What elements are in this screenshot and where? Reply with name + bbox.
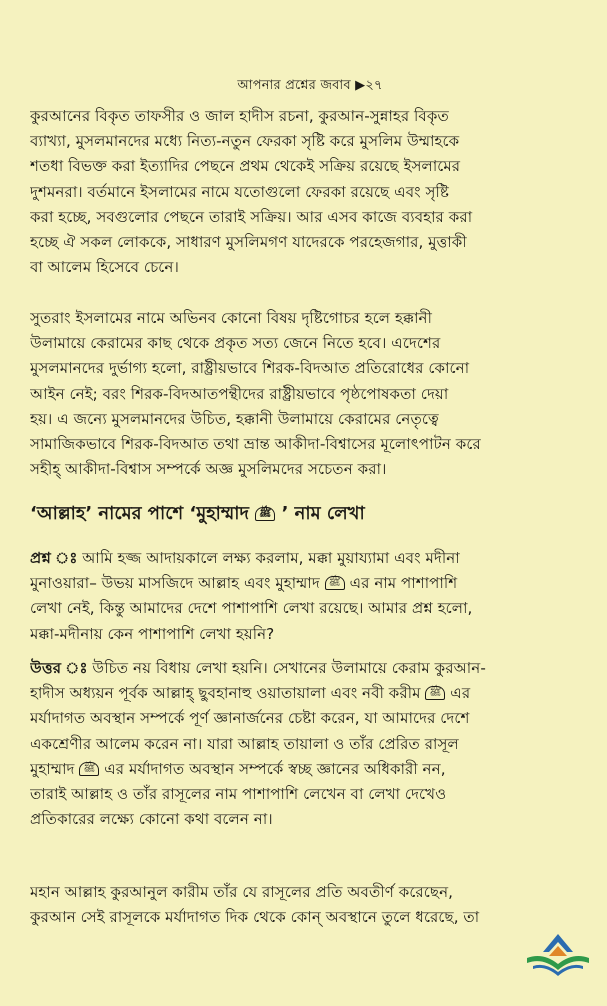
text-line: তারাই আল্লাহ ও তাঁর রাসূলের নাম পাশাপাশি লেখেন বা লেখা দেখেও bbox=[30, 785, 447, 804]
section-heading bbox=[30, 500, 590, 528]
text-span: মুহাম্মাদ bbox=[30, 759, 75, 778]
text-line: সামাজিকভাবে শিরক-বিদআত তথা ভ্রান্ত আকীদা-বিশ্বাসের মূলোৎপাটন করে bbox=[30, 435, 481, 454]
text-line bbox=[30, 571, 590, 596]
text-line: সহীহ্ আকীদা-বিশ্বাস সম্পর্কে অজ্ঞ মুসলিমদের সচেতন করা। bbox=[30, 460, 387, 479]
paragraph-1 bbox=[30, 104, 590, 280]
text-line bbox=[30, 546, 590, 571]
text-line bbox=[30, 681, 590, 706]
text-span: হাদীস অধ্যয়ন পূর্বক আল্লাহ্ ছুবহানাহু ওয়াতায়ালা এবং নবী করীম bbox=[30, 684, 421, 703]
paragraph-last bbox=[30, 880, 590, 930]
text-span: এর নাম পাশাপাশি bbox=[349, 574, 458, 593]
text-line bbox=[30, 757, 590, 782]
text-line: আইন নেই; বরং শিরক-বিদআতপন্থীদের রাষ্ট্রীয়ভাবে পৃষ্ঠপোষকতা দেয়া bbox=[30, 384, 449, 403]
heading-text: ’ নাম লেখা bbox=[281, 503, 365, 524]
text-span: উচিত নয় বিধায় লেখা হয়নি। সেখানের উলামায়ে কেরাম কুরআন- bbox=[92, 659, 486, 677]
publisher-logo-icon bbox=[523, 930, 593, 978]
text-line: ব্যাখ্যা, মুসলমানদের মধ্যে নিত্য-নতুন ফেরকা সৃষ্টি করে মুসলিম উম্মাহকে bbox=[30, 132, 460, 151]
text-line: মর্যাদাগত অবস্থান সম্পর্কে পূর্ণ জ্ঞানার্জনের চেষ্টা করেন, যা আমাদের দেশে bbox=[30, 709, 470, 728]
question-label: প্রশ্ন ঃ bbox=[30, 549, 78, 567]
running-head: আপনার প্রশ্নের জবাব ▶২৭ bbox=[237, 78, 383, 93]
text-line: প্রতিকারের লক্ষ্যে কোনো কথা বলেন না। bbox=[30, 810, 273, 829]
text-line bbox=[30, 656, 590, 681]
book-page bbox=[30, 0, 590, 1006]
text-line: বা আলেম হিসেবে চেনে। bbox=[30, 258, 179, 277]
question-paragraph bbox=[30, 546, 590, 647]
paragraph-2 bbox=[30, 306, 590, 482]
text-line: লেখা নেই, কিন্তু আমাদের দেশে পাশাপাশি লেখা রয়েছে। আমার প্রশ্ন হলো, bbox=[30, 599, 473, 618]
text-line: কুরআন সেই রাসূলকে মর্যাদাগত দিক থেকে কোন্ অবস্থানে তুলে ধরেছে, তা bbox=[30, 908, 480, 927]
text-span: এর bbox=[450, 684, 471, 703]
text-line: মক্কা-মদীনায় কেন পাশাপাশি লেখা হয়নি? bbox=[30, 624, 275, 643]
text-line: হচ্ছে ঐ সকল লোককে, সাধারণ মুসলিমগণ যাদেরকে পরহেজগার, মুত্তাকী bbox=[30, 233, 467, 252]
salla-mark-icon: ﷺ bbox=[325, 576, 345, 590]
answer-paragraph bbox=[30, 656, 590, 832]
text-span: এর মর্যাদাগত অবস্থান সম্পর্কে স্বচ্ছ জ্ঞানের অধিকারী নন, bbox=[104, 759, 446, 778]
salla-mark-icon: ﷺ bbox=[255, 507, 275, 521]
text-line: করা হচ্ছে, সবগুলোর পেছনে তারাই সক্রিয়। আর এসব কাজে ব্যবহার করা bbox=[30, 207, 473, 226]
text-line: উলামায়ে কেরামের কাছ থেকে প্রকৃত সত্য জেনে নিতে হবে। এদেশের bbox=[30, 334, 441, 353]
text-line: মহান আল্লাহ কুরআনুল কারীম তাঁর যে রাসূলের প্রতি অবতীর্ণ করেছেন, bbox=[30, 883, 453, 901]
text-line: একশ্রেণীর আলেম করেন না। যারা আল্লাহ তায়ালা ও তাঁর প্রেরিত রাসূল bbox=[30, 734, 459, 753]
text-line: মুসলমানদের দুর্ভাগ্য হলো, রাষ্ট্রীয়ভাবে শিরক-বিদআত প্রতিরোধের কোনো bbox=[30, 359, 470, 378]
salla-mark-icon: ﷺ bbox=[425, 686, 445, 700]
text-line: শতধা বিভক্ত করা ইত্যাদির পেছনে প্রথম থেকেই সক্রিয় রয়েছে ইসলামের bbox=[30, 157, 461, 176]
text-line: দুশমনরা। বর্তমানে ইসলামের নামে যতোগুলো ফেরকা রয়েছে এবং সৃষ্টি bbox=[30, 182, 449, 201]
text-line: সুতরাং ইসলামের নামে অভিনব কোনো বিষয় দৃষ্টিগোচর হলে হক্কানী bbox=[30, 309, 432, 327]
text-span: আমি হজ্জ আদায়কালে লক্ষ্য করলাম, মক্কা মুয়ায্যামা এবং মদীনা bbox=[82, 549, 460, 567]
answer-label: উত্তর ঃ bbox=[30, 659, 88, 677]
heading-text: ‘আল্লাহ’ নামের পাশে ‘মুহাম্মাদ bbox=[30, 503, 249, 524]
text-line: হয়। এ জন্যে মুসলমানদের উচিত, হক্কানী উলামায়ে কেরামের নেতৃত্বে bbox=[30, 409, 439, 428]
text-line: কুরআনের বিকৃত তাফসীর ও জাল হাদীস রচনা, কুরআন-সুন্নাহর বিকৃত bbox=[30, 107, 449, 125]
salla-mark-icon: ﷺ bbox=[79, 762, 99, 776]
text-span: মুনাওয়ারা– উভয় মাসজিদে আল্লাহ এবং মুহাম্মাদ bbox=[30, 574, 320, 593]
